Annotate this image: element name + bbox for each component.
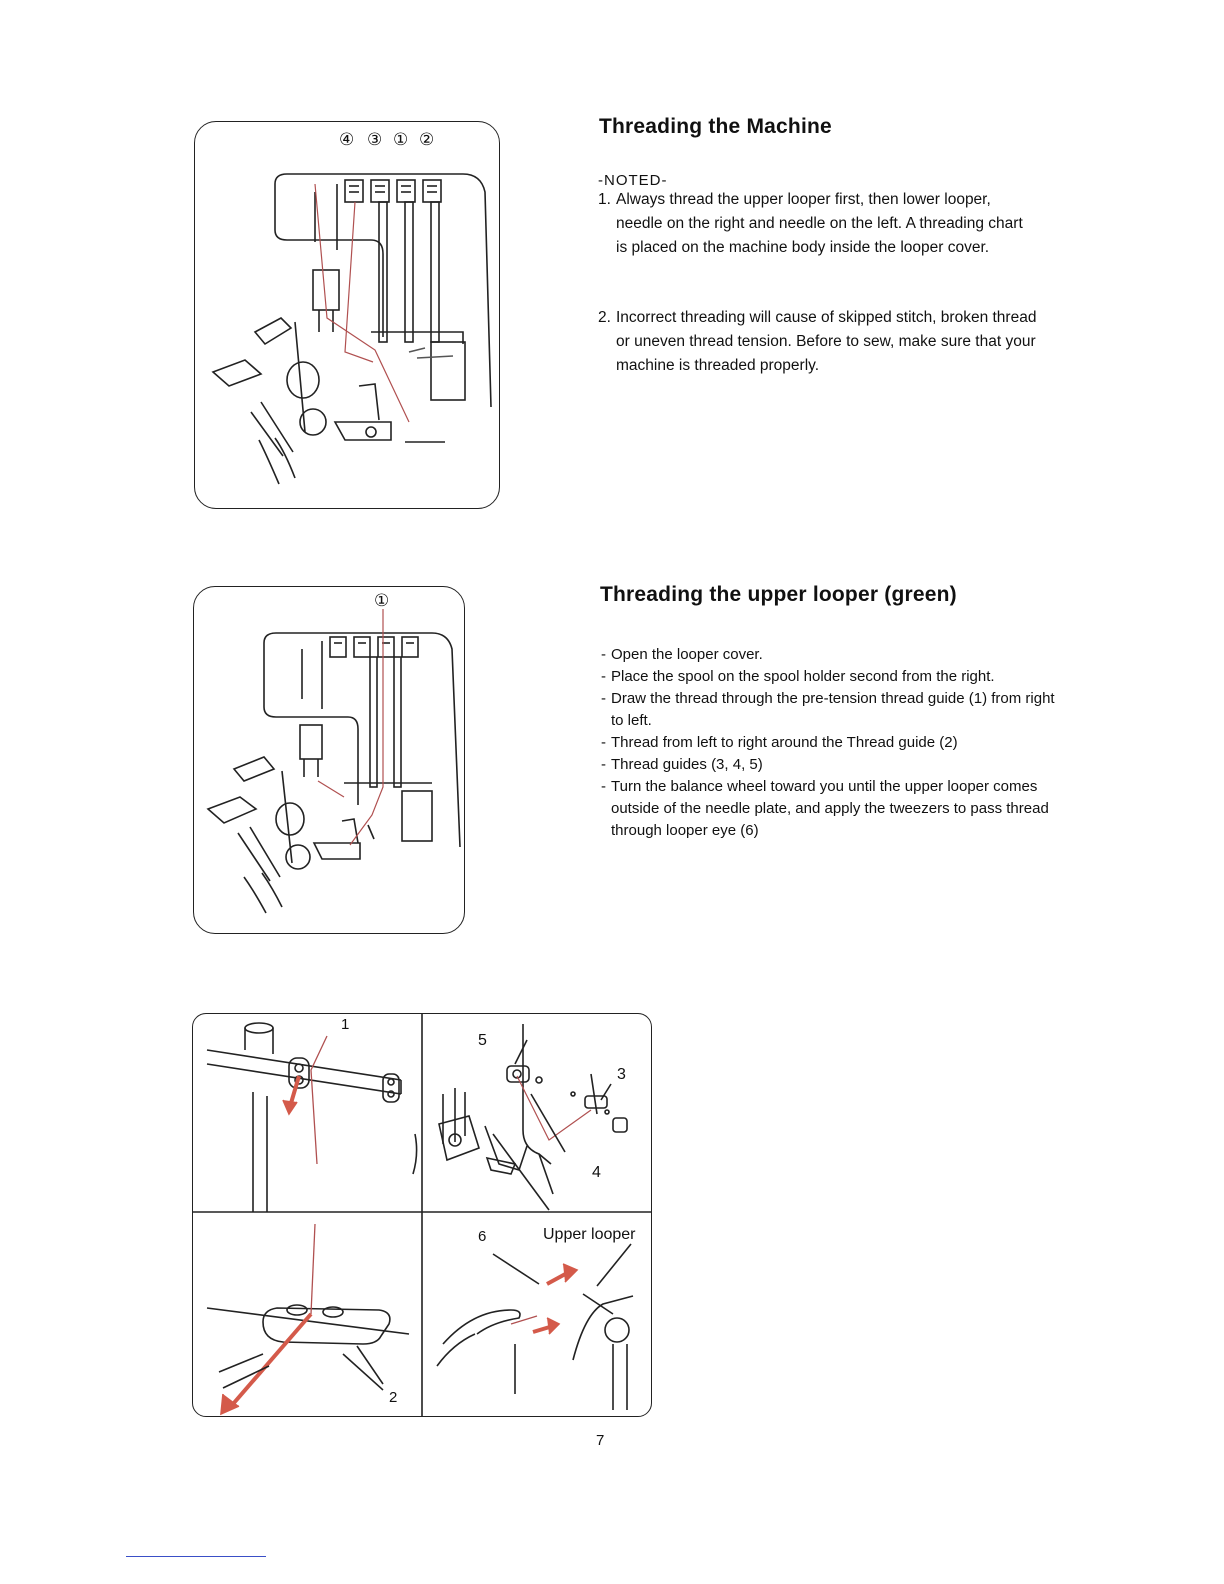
fig1-label-2: ② [419, 130, 435, 149]
detail-label-5: 5 [478, 1032, 487, 1049]
footer-rule [126, 1556, 266, 1557]
noted-label: -NOTED- [598, 172, 668, 189]
step-item: - Open the looper cover. [601, 644, 1061, 666]
noted-item-1 [598, 188, 1038, 260]
detail-label-4: 4 [592, 1164, 601, 1181]
detail-label-upper-looper: Upper looper [543, 1226, 636, 1243]
section-title-upper-looper: Threading the upper looper (green) [600, 583, 957, 606]
noted-item-number: 1. [598, 191, 611, 208]
detail-label-3: 3 [617, 1066, 626, 1083]
detail-label-6: 6 [478, 1228, 487, 1245]
noted-item-number: 2. [598, 309, 611, 326]
section-title-threading-machine: Threading the Machine [599, 115, 832, 138]
noted-item-text: Always thread the upper looper first, then lower looper, needle on the right and needle on the left. A threading chart is placed on the machine body inside the looper cover. [616, 191, 1023, 256]
upper-looper-steps [601, 644, 1061, 842]
upper-looper-figure [193, 586, 465, 934]
detail-label-1: 1 [341, 1016, 350, 1033]
step-item: - Draw the thread through the pre-tension thread guide (1) from right to left. [601, 688, 1061, 732]
fig2-label-1: ① [374, 591, 390, 610]
step-item: - Thread from left to right around the Thread guide (2) [601, 732, 1061, 754]
threading-overview-figure [194, 121, 500, 509]
page-number: 7 [596, 1432, 605, 1449]
fig1-label-1: ① [393, 130, 409, 149]
fig1-label-4: ④ [339, 130, 355, 149]
step-item: - Place the spool on the spool holder second from the right. [601, 666, 1061, 688]
noted-item-2 [598, 306, 1038, 378]
detail-label-2: 2 [389, 1389, 398, 1406]
fig1-label-3: ③ [367, 130, 383, 149]
step-item: - Turn the balance wheel toward you until the upper looper comes outside of the needle plate, and apply the tweezers to pass thread through looper eye (6) [601, 776, 1061, 842]
step-item: - Thread guides (3, 4, 5) [601, 754, 1061, 776]
noted-item-text: Incorrect threading will cause of skipped stitch, broken thread or uneven thread tension. Before to sew, make sure that your machine is threaded properly. [616, 309, 1037, 374]
thread-guide-detail-figure [192, 1013, 652, 1417]
